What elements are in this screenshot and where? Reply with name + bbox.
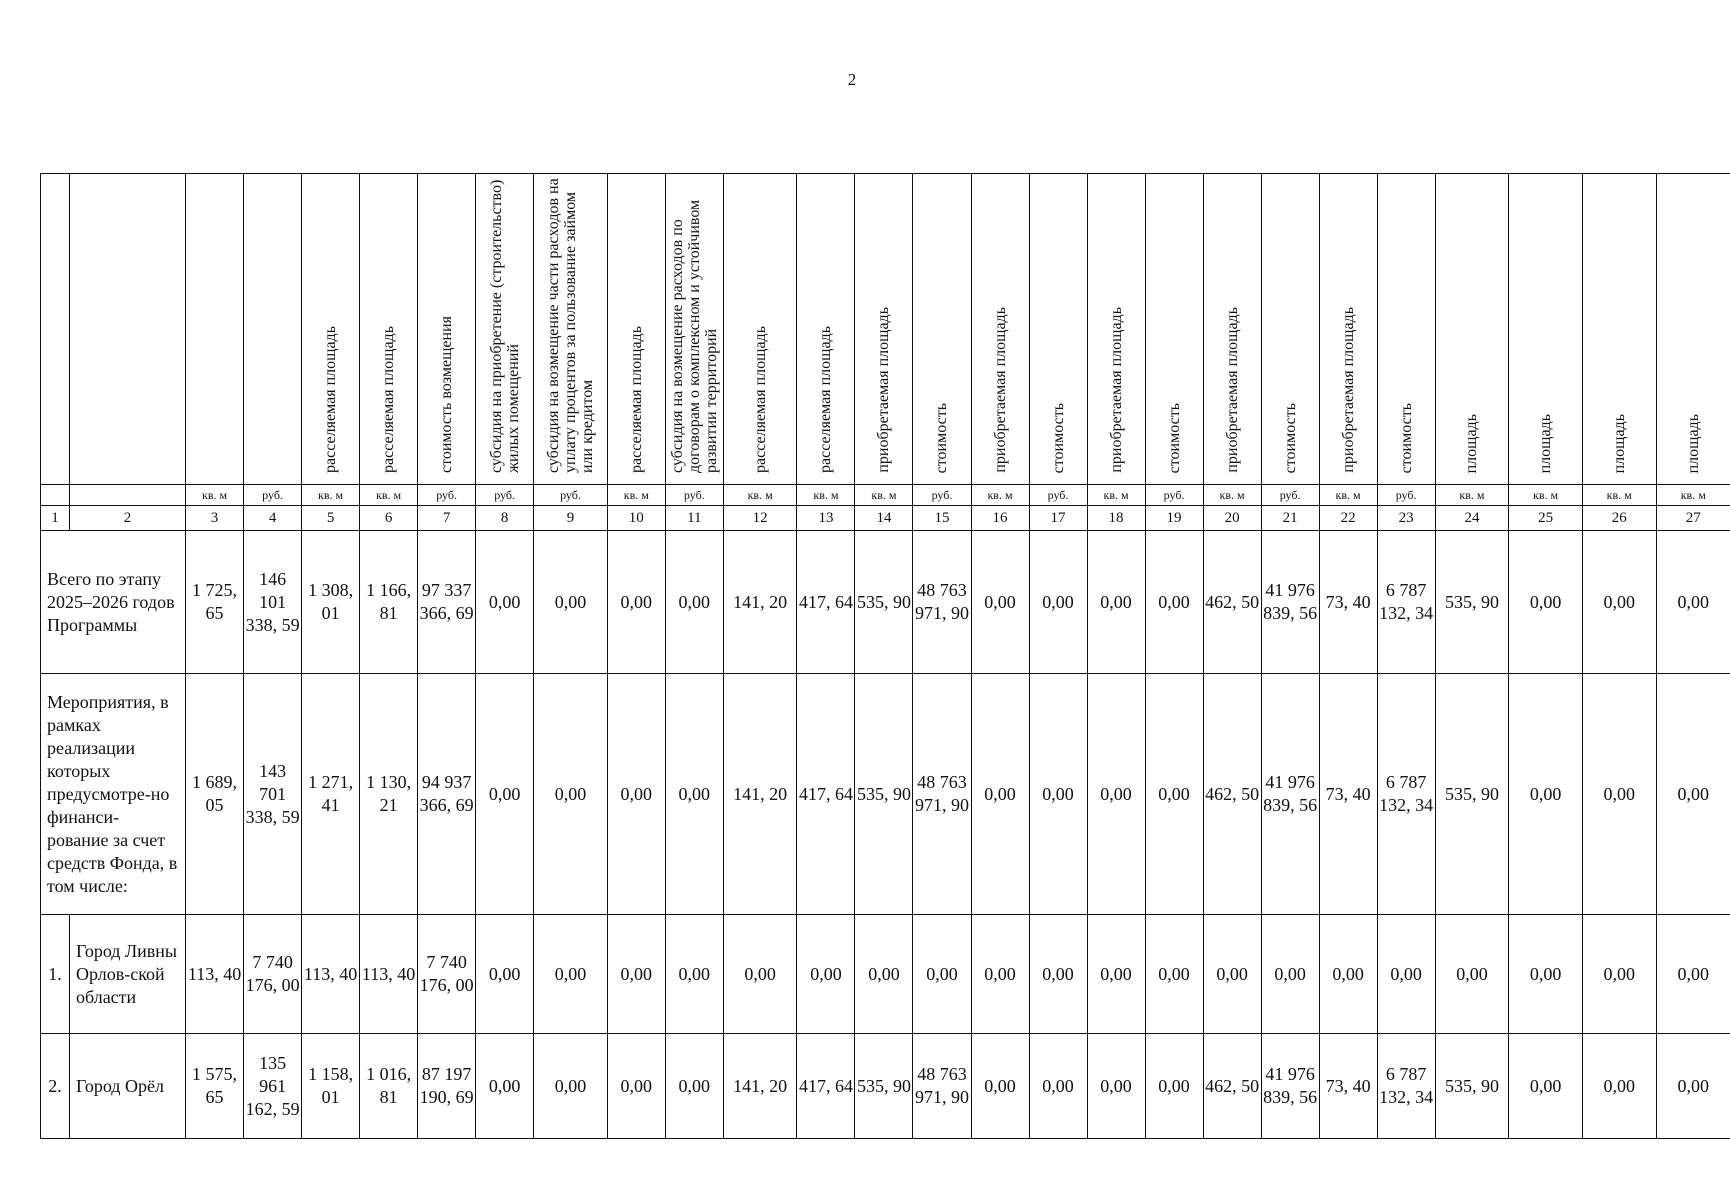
column-header-label: расселяемая площадь: [627, 326, 645, 473]
column-header-label: расселяемая площадь: [322, 326, 340, 473]
value-cell: 462, 50: [1203, 1034, 1261, 1139]
value-cell: 0,00: [534, 915, 608, 1034]
column-number-cell: 4: [244, 506, 302, 531]
unit-cell: руб.: [418, 485, 476, 506]
row-name-cell: Город Ливны Орлов-ской области: [70, 915, 186, 1034]
column-number-cell: 1: [41, 506, 70, 531]
row-name-cell: Всего по этапу 2025–2026 годов Программы: [41, 531, 186, 674]
unit-cell: кв. м: [1435, 485, 1509, 506]
column-number-cell: 10: [607, 506, 665, 531]
unit-cell: кв. м: [1582, 485, 1656, 506]
value-cell: 113, 40: [302, 915, 360, 1034]
unit-cell: руб.: [1145, 485, 1203, 506]
header-row: [41, 174, 1730, 485]
value-cell: 0,00: [1582, 1034, 1656, 1139]
value-cell: 0,00: [913, 915, 971, 1034]
column-header-label: расселяемая площадь: [751, 326, 769, 473]
value-cell: 0,00: [723, 915, 797, 1034]
value-cell: 0,00: [665, 674, 723, 915]
table-row: [41, 531, 1730, 674]
column-header-label: расселяемая площадь: [380, 326, 398, 473]
value-cell: 146 101 338, 59: [244, 531, 302, 674]
column-header: [1203, 174, 1261, 485]
value-cell: 143 701 338, 59: [244, 674, 302, 915]
column-header: [1319, 174, 1377, 485]
row-index-cell: 2.: [41, 1034, 70, 1139]
unit-cell: кв. м: [1203, 485, 1261, 506]
value-cell: 73, 40: [1319, 1034, 1377, 1139]
value-cell: 462, 50: [1203, 531, 1261, 674]
value-cell: 6 787 132, 34: [1377, 531, 1435, 674]
value-cell: 0,00: [607, 1034, 665, 1139]
column-header-label: площадь: [1684, 413, 1702, 473]
column-header-label: приобретаемая площадь: [1223, 307, 1241, 473]
column-number-cell: 24: [1435, 506, 1509, 531]
value-cell: 6 787 132, 34: [1377, 674, 1435, 915]
value-cell: 0,00: [1145, 674, 1203, 915]
column-header-label: субсидия на возмещение расходов по договорам о комплексном и устойчивом развитии территорий: [668, 199, 720, 473]
value-cell: 0,00: [971, 1034, 1029, 1139]
value-cell: 0,00: [1582, 915, 1656, 1034]
column-header-label: приобретаемая площадь: [1107, 307, 1125, 473]
value-cell: 41 976 839, 56: [1261, 531, 1319, 674]
value-cell: 0,00: [1582, 531, 1656, 674]
value-cell: 135 961 162, 59: [244, 1034, 302, 1139]
column-number-cell: 2: [70, 506, 186, 531]
value-cell: 1 016, 81: [360, 1034, 418, 1139]
column-header: [1582, 174, 1656, 485]
column-number-cell: 13: [797, 506, 855, 531]
value-cell: 417, 64: [797, 531, 855, 674]
value-cell: 0,00: [665, 915, 723, 1034]
units-row: [41, 485, 1730, 506]
column-header: [476, 174, 534, 485]
column-header: [186, 174, 244, 485]
value-cell: 417, 64: [797, 674, 855, 915]
column-header: [1656, 174, 1730, 485]
column-number-cell: 16: [971, 506, 1029, 531]
value-cell: 417, 64: [797, 1034, 855, 1139]
value-cell: 0,00: [476, 1034, 534, 1139]
value-cell: 0,00: [607, 915, 665, 1034]
table-body: [41, 531, 1730, 1139]
unit-cell: кв. м: [1656, 485, 1730, 506]
value-cell: 0,00: [971, 531, 1029, 674]
unit-cell: кв. м: [1509, 485, 1583, 506]
value-cell: 0,00: [1319, 915, 1377, 1034]
value-cell: 7 740 176, 00: [418, 915, 476, 1034]
value-cell: 97 337 366, 69: [418, 531, 476, 674]
column-header: [1087, 174, 1145, 485]
column-number-cell: 26: [1582, 506, 1656, 531]
unit-cell: кв. м: [607, 485, 665, 506]
column-number-cell: 7: [418, 506, 476, 531]
column-header: [913, 174, 971, 485]
value-cell: 0,00: [1145, 531, 1203, 674]
value-cell: 0,00: [1087, 531, 1145, 674]
value-cell: 0,00: [1203, 915, 1261, 1034]
unit-cell: кв. м: [971, 485, 1029, 506]
value-cell: 0,00: [1145, 1034, 1203, 1139]
value-cell: 0,00: [1509, 531, 1583, 674]
column-header: [971, 174, 1029, 485]
column-number-cell: 27: [1656, 506, 1730, 531]
unit-cell: руб.: [1261, 485, 1319, 506]
column-header: [1261, 174, 1319, 485]
column-header-label: стоимость возмещения: [438, 315, 456, 473]
value-cell: 0,00: [1377, 915, 1435, 1034]
value-cell: 535, 90: [855, 531, 913, 674]
value-cell: 0,00: [1656, 1034, 1730, 1139]
column-header-label: расселяемая площадь: [817, 326, 835, 473]
value-cell: 535, 90: [1435, 674, 1509, 915]
column-header-label: стоимость: [1165, 402, 1183, 473]
unit-cell: кв. м: [360, 485, 418, 506]
column-header-label: стоимость: [933, 402, 951, 473]
column-header-label: стоимость: [1397, 402, 1415, 473]
unit-cell: руб.: [665, 485, 723, 506]
value-cell: 0,00: [1509, 915, 1583, 1034]
column-header-label: стоимость: [1049, 402, 1067, 473]
row-index-cell: 1.: [41, 915, 70, 1034]
column-header: [534, 174, 608, 485]
column-header: [41, 174, 70, 485]
column-header: [855, 174, 913, 485]
unit-cell: руб.: [1029, 485, 1087, 506]
value-cell: 0,00: [1435, 915, 1509, 1034]
column-number-cell: 11: [665, 506, 723, 531]
value-cell: 0,00: [971, 915, 1029, 1034]
column-number-cell: 9: [534, 506, 608, 531]
column-header: [1509, 174, 1583, 485]
value-cell: 48 763 971, 90: [913, 674, 971, 915]
column-header-label: субсидия на приобретение (строительство) жилых помещений: [487, 179, 522, 473]
column-number-cell: 6: [360, 506, 418, 531]
value-cell: 535, 90: [855, 674, 913, 915]
value-cell: 1 689, 05: [186, 674, 244, 915]
value-cell: 0,00: [1029, 915, 1087, 1034]
value-cell: 0,00: [1582, 674, 1656, 915]
column-number-cell: 22: [1319, 506, 1377, 531]
value-cell: 0,00: [855, 915, 913, 1034]
column-number-cell: 18: [1087, 506, 1145, 531]
value-cell: 0,00: [1029, 531, 1087, 674]
value-cell: 6 787 132, 34: [1377, 1034, 1435, 1139]
column-number-cell: 3: [186, 506, 244, 531]
value-cell: 0,00: [1087, 915, 1145, 1034]
value-cell: 0,00: [1509, 1034, 1583, 1139]
value-cell: 1 271, 41: [302, 674, 360, 915]
value-cell: 0,00: [1145, 915, 1203, 1034]
column-header: [797, 174, 855, 485]
value-cell: 48 763 971, 90: [913, 1034, 971, 1139]
value-cell: 0,00: [1029, 674, 1087, 915]
column-number-cell: 17: [1029, 506, 1087, 531]
value-cell: 0,00: [534, 674, 608, 915]
value-cell: 7 740 176, 00: [244, 915, 302, 1034]
value-cell: 1 130, 21: [360, 674, 418, 915]
column-number-cell: 23: [1377, 506, 1435, 531]
value-cell: 141, 20: [723, 674, 797, 915]
column-number-cell: 5: [302, 506, 360, 531]
row-name-cell: Город Орёл: [70, 1034, 186, 1139]
value-cell: 0,00: [971, 674, 1029, 915]
value-cell: 0,00: [476, 915, 534, 1034]
unit-cell: кв. м: [186, 485, 244, 506]
value-cell: 41 976 839, 56: [1261, 674, 1319, 915]
column-header: [70, 174, 186, 485]
unit-cell: кв. м: [723, 485, 797, 506]
value-cell: 141, 20: [723, 531, 797, 674]
value-cell: 0,00: [797, 915, 855, 1034]
value-cell: 0,00: [1087, 674, 1145, 915]
unit-cell: кв. м: [1319, 485, 1377, 506]
value-cell: 0,00: [1261, 915, 1319, 1034]
column-number-cell: 21: [1261, 506, 1319, 531]
value-cell: 0,00: [1656, 674, 1730, 915]
unit-cell: кв. м: [302, 485, 360, 506]
value-cell: 535, 90: [855, 1034, 913, 1139]
value-cell: 0,00: [607, 674, 665, 915]
unit-cell: [41, 485, 70, 506]
unit-cell: руб.: [244, 485, 302, 506]
column-number-cell: 12: [723, 506, 797, 531]
table-row: [41, 1034, 1730, 1139]
column-number-cell: 20: [1203, 506, 1261, 531]
value-cell: 535, 90: [1435, 1034, 1509, 1139]
column-number-cell: 14: [855, 506, 913, 531]
value-cell: 0,00: [534, 531, 608, 674]
value-cell: 73, 40: [1319, 531, 1377, 674]
column-header: [665, 174, 723, 485]
column-header: [360, 174, 418, 485]
column-header-label: площадь: [1537, 413, 1555, 473]
column-header: [1435, 174, 1509, 485]
value-cell: 462, 50: [1203, 674, 1261, 915]
housing-program-table: [40, 173, 1730, 1139]
value-cell: 0,00: [476, 531, 534, 674]
value-cell: 1 158, 01: [302, 1034, 360, 1139]
value-cell: 141, 20: [723, 1034, 797, 1139]
value-cell: 0,00: [607, 531, 665, 674]
column-header: [302, 174, 360, 485]
page-number: 2: [847, 70, 857, 89]
column-header: [418, 174, 476, 485]
unit-cell: руб.: [476, 485, 534, 506]
value-cell: 535, 90: [1435, 531, 1509, 674]
value-cell: 0,00: [1509, 674, 1583, 915]
value-cell: 0,00: [534, 1034, 608, 1139]
column-header: [1377, 174, 1435, 485]
column-header-label: приобретаемая площадь: [875, 307, 893, 473]
unit-cell: руб.: [534, 485, 608, 506]
column-header-label: субсидия на возмещение части расходов на уплату процентов за пользование займом или кредитом: [544, 178, 596, 473]
value-cell: 0,00: [665, 1034, 723, 1139]
column-header: [607, 174, 665, 485]
column-numbers-row: [41, 506, 1730, 531]
value-cell: 0,00: [1087, 1034, 1145, 1139]
value-cell: 1 575, 65: [186, 1034, 244, 1139]
row-name-cell: Мероприятия, в рамках реализации которых предусмотре-но финанси-рование за счет средств Фонда, в том числе:: [41, 674, 186, 915]
value-cell: 113, 40: [186, 915, 244, 1034]
column-header-label: стоимость: [1281, 402, 1299, 473]
value-cell: 0,00: [1656, 915, 1730, 1034]
unit-cell: руб.: [1377, 485, 1435, 506]
column-number-cell: 25: [1509, 506, 1583, 531]
column-number-cell: 15: [913, 506, 971, 531]
value-cell: 94 937 366, 69: [418, 674, 476, 915]
value-cell: 41 976 839, 56: [1261, 1034, 1319, 1139]
column-header: [1145, 174, 1203, 485]
unit-cell: кв. м: [855, 485, 913, 506]
unit-cell: кв. м: [797, 485, 855, 506]
column-header-label: площадь: [1610, 413, 1628, 473]
value-cell: 0,00: [1029, 1034, 1087, 1139]
table-row: [41, 674, 1730, 915]
value-cell: 0,00: [1656, 531, 1730, 674]
value-cell: 1 308, 01: [302, 531, 360, 674]
value-cell: 73, 40: [1319, 674, 1377, 915]
value-cell: 0,00: [476, 674, 534, 915]
column-header-label: приобретаемая площадь: [1339, 307, 1357, 473]
unit-cell: кв. м: [1087, 485, 1145, 506]
column-number-cell: 8: [476, 506, 534, 531]
column-header-label: площадь: [1463, 413, 1481, 473]
table-row: [41, 915, 1730, 1034]
value-cell: 0,00: [665, 531, 723, 674]
housing-program-table-container: [40, 173, 1710, 1119]
column-header: [1029, 174, 1087, 485]
column-header: [723, 174, 797, 485]
value-cell: 113, 40: [360, 915, 418, 1034]
unit-cell: руб.: [913, 485, 971, 506]
column-header: [244, 174, 302, 485]
column-header-label: приобретаемая площадь: [991, 307, 1009, 473]
column-number-cell: 19: [1145, 506, 1203, 531]
unit-cell: [70, 485, 186, 506]
value-cell: 87 197 190, 69: [418, 1034, 476, 1139]
value-cell: 1 166, 81: [360, 531, 418, 674]
value-cell: 1 725, 65: [186, 531, 244, 674]
value-cell: 48 763 971, 90: [913, 531, 971, 674]
